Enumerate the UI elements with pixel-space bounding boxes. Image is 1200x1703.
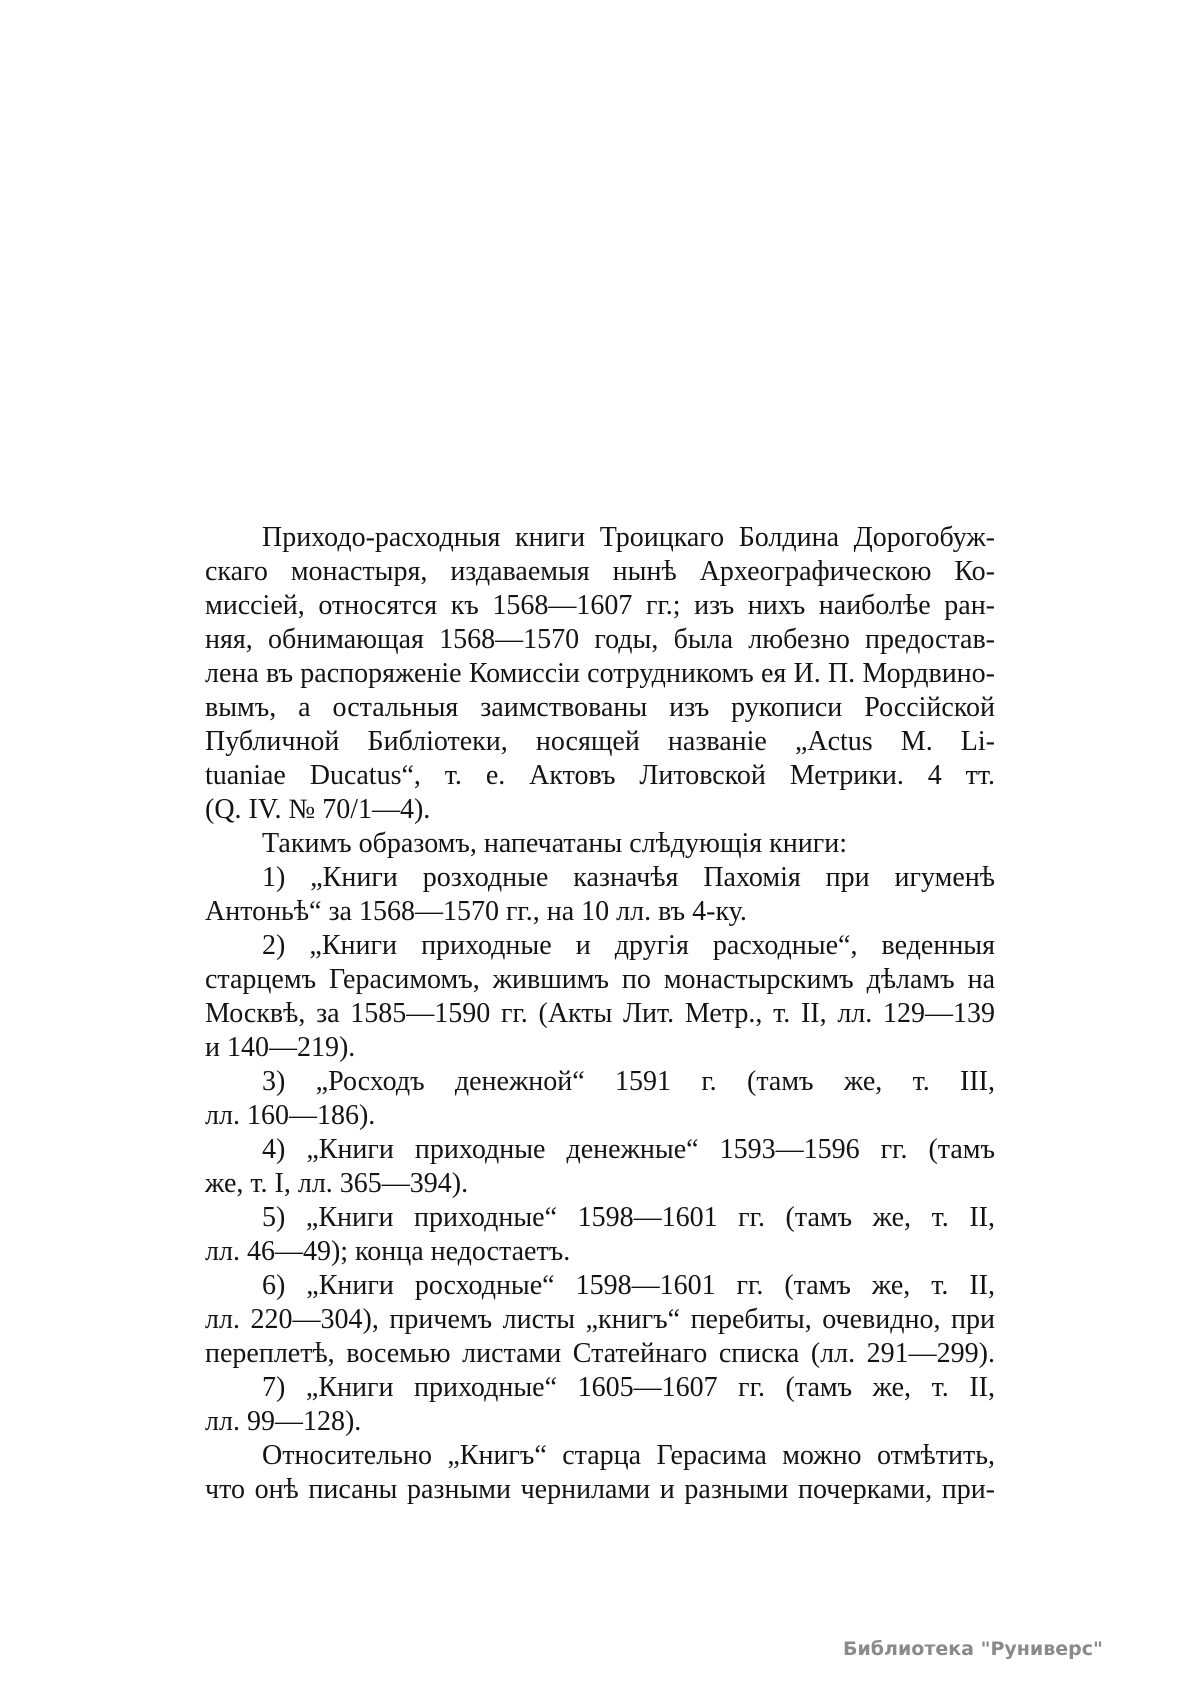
text-line: (Q. IV. № 70/1—4). [205,794,431,825]
text-line: Москвѣ, за 1585—1590 гг. (Акты Лит. Метр., т. II, лл. 129—139 [205,998,995,1029]
text-line: лл. 46—49); конца недостаетъ. [205,1236,571,1267]
list-item-3: 3) „Росходъ денежной“ 1591 г. (тамъ же, т. III, [262,1066,995,1097]
list-item-6: 6) „Книги росходные“ 1598—1601 гг. (тамъ же, т. II, [262,1270,995,1301]
text-line: же, т. I, лл. 365—394). [205,1168,469,1199]
text-line: лл. 99—128). [205,1406,362,1437]
text-line: tuaniae Ducatus“, т. е. Актовъ Литовской Метрики. 4 тт. [205,760,995,791]
list-item-7: 7) „Книги приходные“ 1605—1607 гг. (тамъ же, т. II, [262,1372,995,1403]
text-line: что онѣ писаны разными чернилами и разными почерками, при- [205,1474,995,1505]
text-line: старцемъ Герасимомъ, жившимъ по монастырскимъ дѣламъ на [205,964,995,995]
library-watermark: Библиотека "Руниверс" [843,1638,1103,1660]
text-line: лена въ распоряженіе Комиссіи сотрудникомъ ея И. П. Мордвино- [205,658,995,689]
text-line: Относительно „Книгъ“ старца Герасима можно отмѣтить, [262,1440,995,1471]
list-item-5: 5) „Книги приходные“ 1598—1601 гг. (тамъ же, т. II, [262,1202,995,1233]
list-item-1: 1) „Книги розходные казначѣя Пахомія при игуменѣ [262,862,995,893]
text-line: лл. 160—186). [205,1100,376,1131]
list-item-4: 4) „Книги приходные денежные“ 1593—1596 гг. (тамъ [262,1134,995,1165]
text-line: Приходо-расходныя книги Троицкаго Болдина Дорогобуж- [262,522,995,553]
text-line: лл. 220—304), причемъ листы „книгъ“ перебиты, очевидно, при [205,1304,995,1335]
page-body-text [205,521,995,1507]
text-line: Антоньѣ“ за 1568—1570 гг., на 10 лл. въ 4-ку. [205,896,747,927]
text-line: переплетѣ, восемью листами Статейнаго списка (лл. 291—299). [205,1338,995,1369]
text-line: няя, обнимающая 1568—1570 годы, была любезно предостав- [205,624,995,655]
text-line: миссіей, относятся къ 1568—1607 гг.; изъ нихъ наиболѣе ран- [205,590,995,621]
list-item-2: 2) „Книги приходные и другія расходные“, веденныя [262,930,995,961]
text-line: и 140—219). [205,1032,356,1063]
text-line: Такимъ образомъ, напечатаны слѣдующія книги: [262,828,848,859]
text-line: скаго монастыря, издаваемыя нынѣ Археографическою Ко- [205,556,995,587]
text-line: вымъ, а остальныя заимствованы изъ рукописи Россійской [205,692,995,723]
text-line: Публичной Библіотеки, носящей названіе „Actus M. Li- [205,726,995,757]
